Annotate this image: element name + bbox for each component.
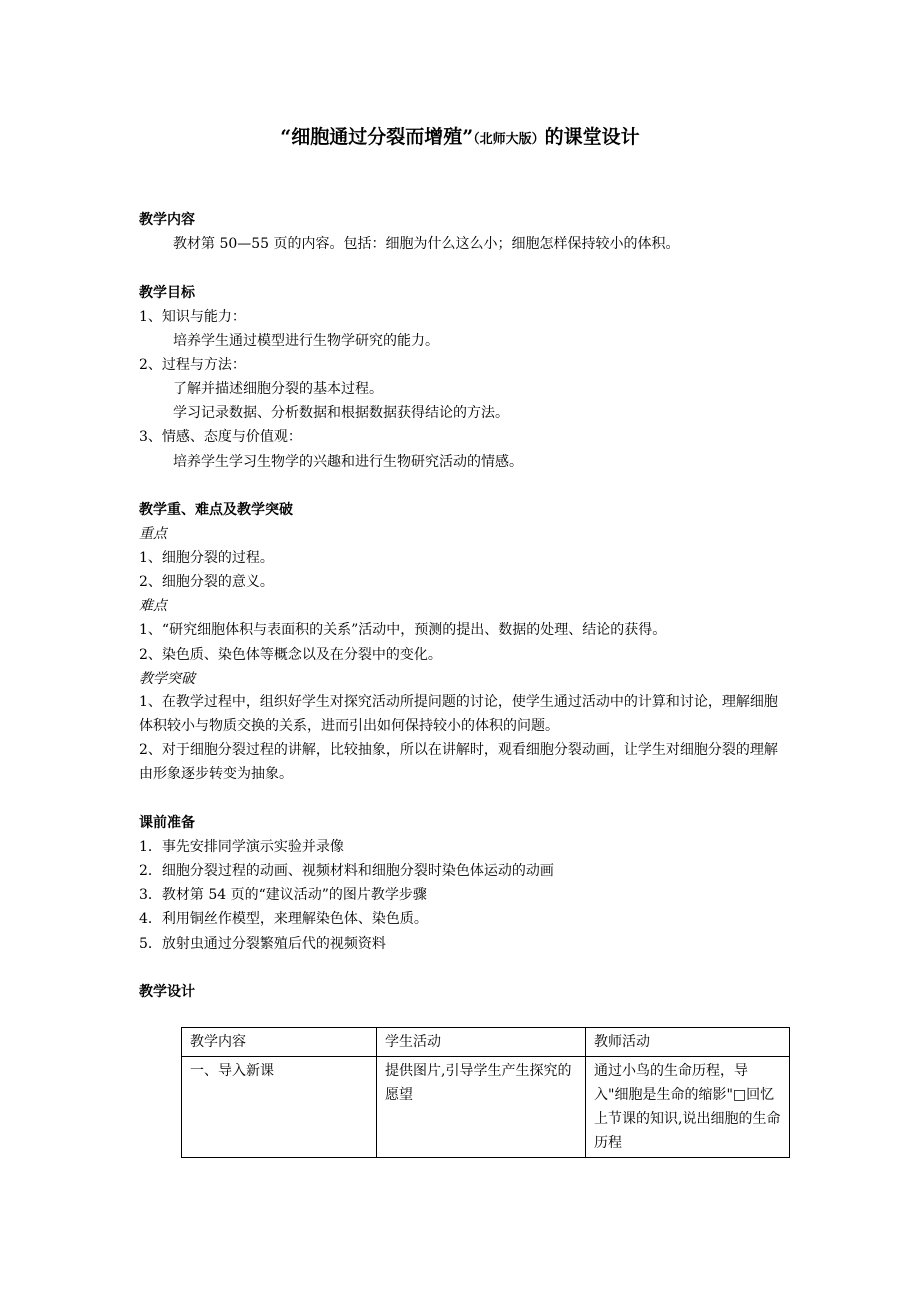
prep-item: 4．利用铜丝作模型，来理解染色体、染色质。 [139,911,428,927]
section-heading-content: 教学内容 [139,212,195,228]
title-suffix: 的课堂设计 [544,126,640,148]
section-heading-prep: 课前准备 [139,815,195,831]
breakthrough-item: 2、对于细胞分裂过程的讲解，比较抽象，所以在讲解时，观看细胞分裂动画，让学生对细胞分裂的理解由形象逐步转变为抽象。 [139,742,778,782]
difficulty-label: 难点 [139,598,167,614]
cell-student-activity: 提供图片,引导学生产生探究的愿望 [377,1057,586,1158]
table-header-row [182,1028,790,1057]
goal-line: 学习记录数据、分析数据和根据数据获得结论的方法。 [173,405,509,421]
goal-label: 2、过程与方法： [139,357,246,373]
focus-label: 重点 [139,526,167,542]
cell-content: 一、导入新课 [182,1057,377,1158]
prep-item: 5．放射虫通过分裂繁殖后代的视频资料 [139,936,386,952]
prep-item: 2．细胞分裂过程的动画、视频材料和细胞分裂时染色体运动的动画 [139,863,554,879]
focus-item: 1、细胞分裂的过程。 [139,550,274,566]
table-row [182,1057,790,1158]
design-table [181,1027,790,1158]
goal-line: 了解并描述细胞分裂的基本过程。 [173,381,383,397]
breakthrough-label: 教学突破 [139,671,195,687]
column-header: 教学内容 [182,1028,377,1057]
page-title [0,124,920,153]
prep-item: 1．事先安排同学演示实验并录像 [139,839,344,855]
goal-label: 3、情感、态度与价值观： [139,429,302,445]
goal-label: 1、知识与能力： [139,309,246,325]
column-header: 学生活动 [377,1028,586,1057]
title-main: “细胞通过分裂而增殖” [280,126,474,148]
content-text: 教材第 50—55 页的内容。包括：细胞为什么这么小；细胞怎样保持较小的体积。 [173,236,680,252]
difficulty-item: 2、染色质、染色体等概念以及在分裂中的变化。 [139,647,442,663]
goal-line: 培养学生学习生物学的兴趣和进行生物研究活动的情感。 [173,454,523,470]
goal-line: 培养学生通过模型进行生物学研究的能力。 [173,333,439,349]
focus-item: 2、细胞分裂的意义。 [139,574,274,590]
breakthrough-item: 1、在教学过程中，组织好学生对探究活动所提问题的讨论，使学生通过活动中的计算和讨论，理解细胞体积较小与物质交换的关系，进而引出如何保持较小的体积的问题。 [139,694,778,734]
cell-teacher-activity: 通过小鸟的生命历程，导入"细胞是生命的缩影"□回忆上节课的知识,说出细胞的生命历程 [586,1057,790,1158]
section-heading-design: 教学设计 [139,984,195,1000]
difficulty-item: 1、“研究细胞体积与表面积的关系”活动中，预测的提出、数据的处理、结论的获得。 [139,622,667,638]
prep-item: 3．教材第 54 页的“建议活动”的图片教学步骤 [139,887,427,903]
section-heading-goals: 教学目标 [139,285,195,301]
column-header: 教师活动 [586,1028,790,1057]
title-edition: （北师大版） [473,132,545,147]
section-heading-keypoints: 教学重、难点及教学突破 [139,502,293,518]
